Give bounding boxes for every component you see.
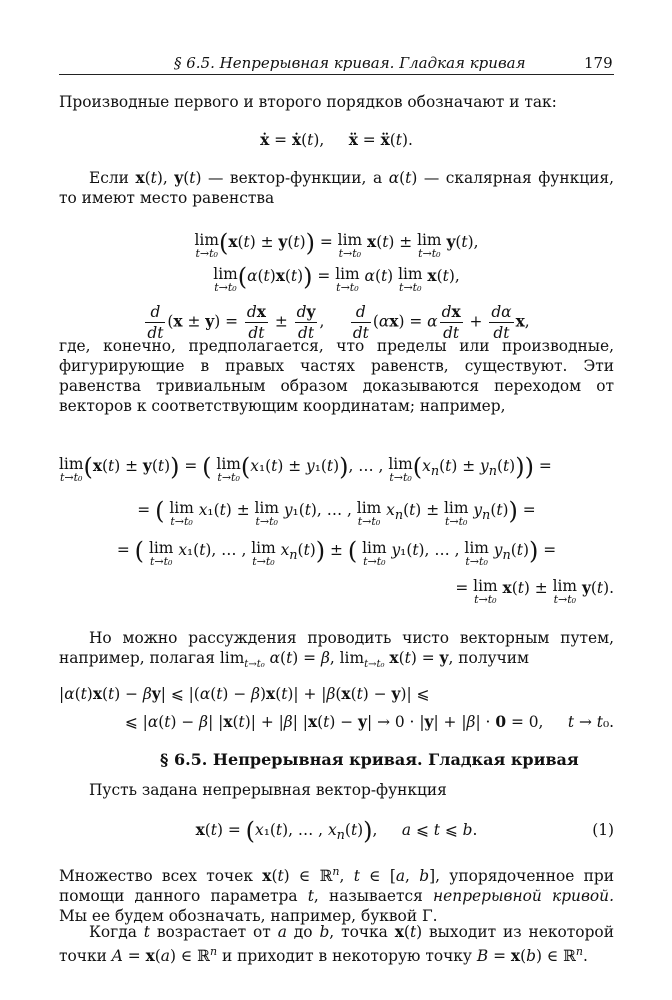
equation-coordinates-line3: = ( lim t→t₀ x₁(t), … , lim t→t₀ $x_n(t)$) ± ( lim t→t₀ y₁(t), … , lim t→t₀ $y_n(t)$) = <box>116 537 557 568</box>
equation-coordinates-line4: = lim t→t₀ x(t) ± lim t→t₀ y(t). <box>455 577 614 606</box>
header-rule <box>59 74 614 75</box>
equation-coordinates-line1: lim t→t₀ (x(t) ± y(t)) = ( lim t→t₀ (x₁(t) ± y₁(t)), … , lim t→t₀ $(x_n(t) \pm y_n(t))$) = <box>59 453 552 484</box>
equation-limit-product: lim t→t₀ (α(t)x(t)) = lim t→t₀ α(t) lim t→t₀ x(t), <box>213 263 460 294</box>
equation-estimate-line1: |α(t)x(t) − βy| ⩽ |(α(t) − β)x(t)| + |β(x(t) − y)| ⩽ <box>59 685 430 703</box>
paragraph-2: Если x(t), y(t) — вектор-функции, а α(t) — скалярная функция, то имеют место равенства <box>59 169 614 207</box>
equation-1: x(t) = (x₁(t), … , $x_n(t)$), a ⩽ t ⩽ b. (1) <box>195 817 614 845</box>
page-number: 179 <box>584 54 613 72</box>
paragraph-1: Производные первого и второго порядков обозначают и так: <box>59 93 557 111</box>
equation-derivatives: ẋ = ẋ(t), ẍ = ẍ(t). <box>260 131 413 149</box>
equation-limit-sum: lim t→t₀ (x(t) ± y(t)) = lim t→t₀ x(t) ± lim t→t₀ y(t), <box>194 229 479 260</box>
equation-number: (1) <box>592 821 614 839</box>
equation-coordinates-line2: = ( lim t→t₀ x₁(t) ± lim t→t₀ y₁(t), … , lim t→t₀ $x_n(t) \pm \lim$ t→t₀ $y_n(t)$) = <box>137 497 536 528</box>
paragraph-6: Множество всех точек x(t) ∈ ℝ$^n$, t ∈ [a, b], упорядоченное при помощи данного параметра t, называется непрерывной кривой. Мы ее будем обозначать, например, буквой Γ. <box>59 865 614 925</box>
equation-estimate-line2: ⩽ |α(t) − β| |x(t)| + |β| |x(t) − y| → 0 · |y| + |β| · 0 = 0, t → t₀. <box>124 713 614 731</box>
section-title: § 6.5. Непрерывная кривая. Гладкая кривая <box>160 750 579 769</box>
equation-derivative-rules: $\frac{d}{dt}$ (x ± y) = $\frac{dx}{dt}$ ± $\frac{dy}{dt}$ , $\frac{d}{dt}$ (αx) = α $\frac{dx}{dt}$ + $\frac{d\alpha}{dt}$ x, <box>147 303 530 342</box>
paragraph-7: Когда t возрастает от a до b, точка x(t) выходит из некоторой точки A = x(a) ∈ ℝ$^n$ и приходит в некоторую точку B = x(b) ∈ ℝ$^n$. <box>59 923 614 965</box>
paragraph-4: Но можно рассуждения проводить чисто векторным путем, например, полагая $\lim_{t\to t_0} \alpha(t) = \beta$, $\lim_{t\to t_0} x(t) = y$, получим <box>59 629 614 671</box>
running-title: § 6.5. Непрерывная кривая. Гладкая кривая <box>174 54 526 72</box>
paragraph-3: где, конечно, предполагается, что пределы или производные, фигурирующие в правых частях равенств, существуют. Эти равенства тривиальным образом доказываются переходом от векторов к соответствующим координатам; например, <box>59 337 614 415</box>
paragraph-5: Пусть задана непрерывная вектор-функция <box>89 781 447 799</box>
